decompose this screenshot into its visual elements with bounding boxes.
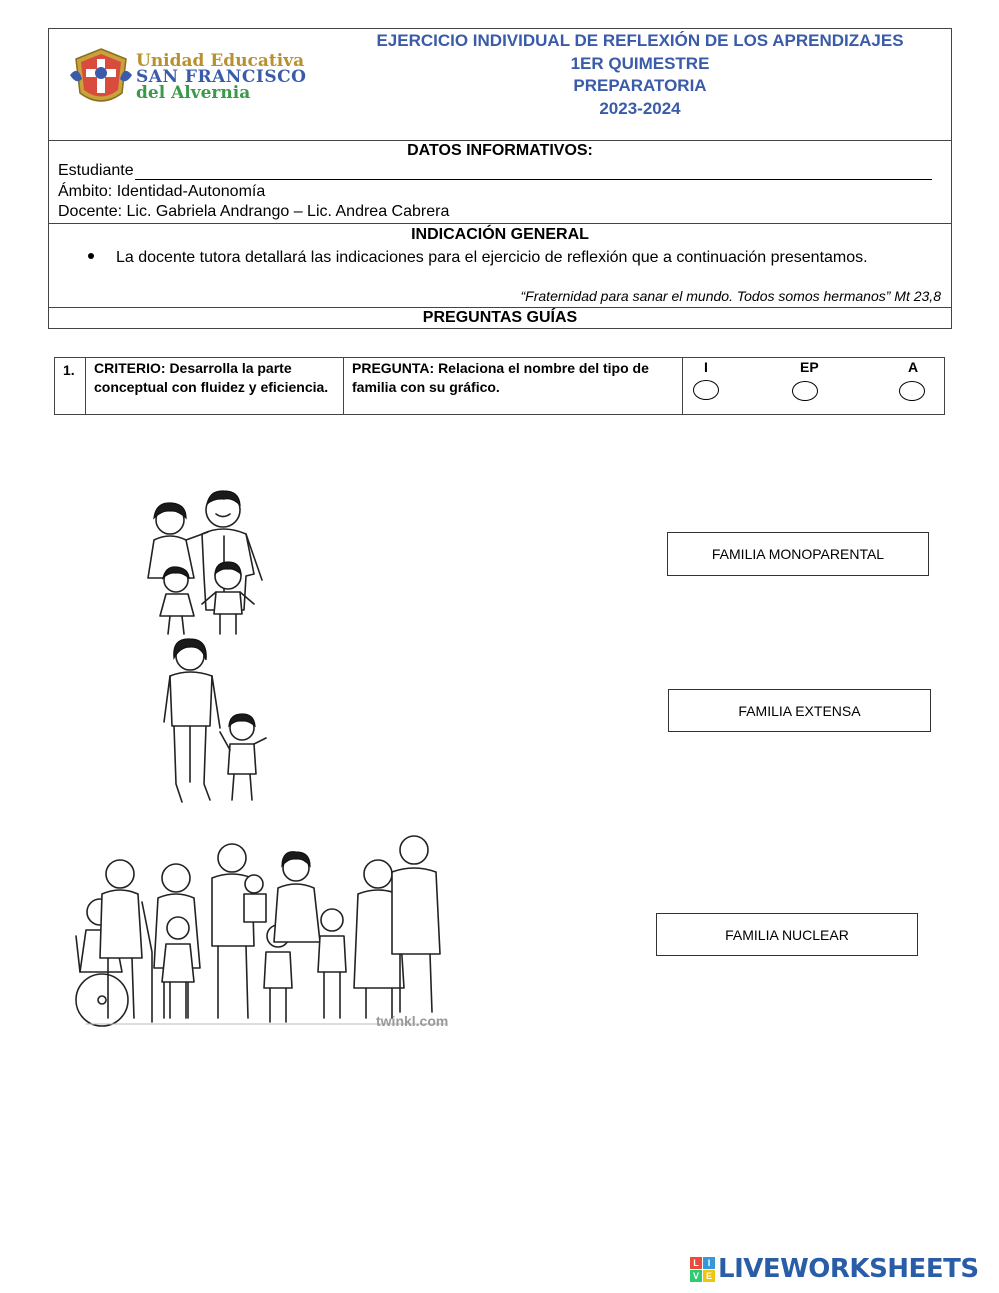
badge-letter: E bbox=[703, 1270, 715, 1282]
school-crest-icon bbox=[66, 45, 136, 111]
live-badge-icon bbox=[690, 1257, 715, 1282]
table-divider bbox=[85, 357, 86, 415]
question-number: 1. bbox=[63, 362, 75, 378]
instruction-quote: “Fraternidad para sanar el mundo. Todos somos hermanos” Mt 23,8 bbox=[520, 288, 941, 304]
school-name-line1: Unidad Educativa bbox=[136, 51, 305, 71]
nuclear-family-illustration[interactable] bbox=[136, 488, 276, 636]
student-blank-line[interactable] bbox=[135, 162, 932, 180]
table-divider bbox=[343, 357, 344, 415]
answer-box-extensa[interactable] bbox=[668, 689, 931, 732]
answer-label: FAMILIA NUCLEAR bbox=[725, 926, 849, 943]
questions-heading: PREGUNTAS GUÍAS bbox=[422, 309, 578, 326]
school-name-line2: SAN FRANCISCO bbox=[136, 67, 307, 87]
info-heading: DATOS INFORMATIVOS: bbox=[407, 142, 593, 159]
liveworksheets-text: LIVEWORKSHEETS bbox=[718, 1254, 979, 1284]
single-parent-family-illustration[interactable] bbox=[156, 634, 272, 806]
document-title bbox=[330, 30, 950, 120]
grade-circle-i[interactable] bbox=[693, 380, 719, 400]
title-line: 1ER QUIMESTRE bbox=[570, 53, 710, 73]
title-line: PREPARATORIA bbox=[573, 76, 707, 95]
grade-circle-a[interactable] bbox=[899, 381, 925, 401]
answer-box-nuclear[interactable] bbox=[656, 913, 918, 956]
student-label: Estudiante bbox=[58, 162, 134, 179]
instruction-bullet-text: La docente tutora detallará las indicaciones para el ejercicio de reflexión que a continuación presentamos. bbox=[116, 249, 868, 266]
grade-label-a: A bbox=[908, 359, 919, 375]
twinkl-watermark: twinkl.com bbox=[376, 1013, 449, 1029]
badge-letter: I bbox=[703, 1257, 715, 1269]
answer-box-monoparental[interactable] bbox=[667, 532, 929, 576]
grade-circle-ep[interactable] bbox=[792, 381, 818, 401]
title-line: 2023-2024 bbox=[599, 98, 681, 118]
table-divider bbox=[682, 357, 683, 415]
title-line: EJERCICIO INDIVIDUAL DE REFLEXIÓN DE LOS APRENDIZAJES bbox=[376, 31, 904, 50]
student-field[interactable] bbox=[58, 162, 932, 180]
teachers-text: Docente: Lic. Gabriela Andrango – Lic. Andrea Cabrera bbox=[58, 203, 450, 220]
school-logo bbox=[66, 45, 316, 115]
school-name-line3: del Alvernia bbox=[136, 83, 251, 103]
grade-label-ep: EP bbox=[800, 359, 819, 375]
scope-text: Ámbito: Identidad-Autonomía bbox=[58, 183, 266, 200]
instruction-heading: INDICACIÓN GENERAL bbox=[411, 226, 589, 243]
liveworksheets-logo[interactable] bbox=[690, 1254, 979, 1284]
question-criterion: CRITERIO: Desarrolla la parte conceptual con fluidez y eficiencia. bbox=[94, 360, 329, 395]
grade-label-i: I bbox=[704, 359, 708, 375]
answer-label: FAMILIA EXTENSA bbox=[738, 702, 861, 719]
extended-family-illustration[interactable] bbox=[66, 832, 456, 1032]
badge-letter: L bbox=[690, 1257, 702, 1269]
badge-letter: V bbox=[690, 1270, 702, 1282]
question-prompt: PREGUNTA: Relaciona el nombre del tipo de familia con su gráfico. bbox=[352, 360, 649, 395]
answer-label: FAMILIA MONOPARENTAL bbox=[711, 546, 885, 562]
bullet-icon bbox=[88, 253, 94, 259]
